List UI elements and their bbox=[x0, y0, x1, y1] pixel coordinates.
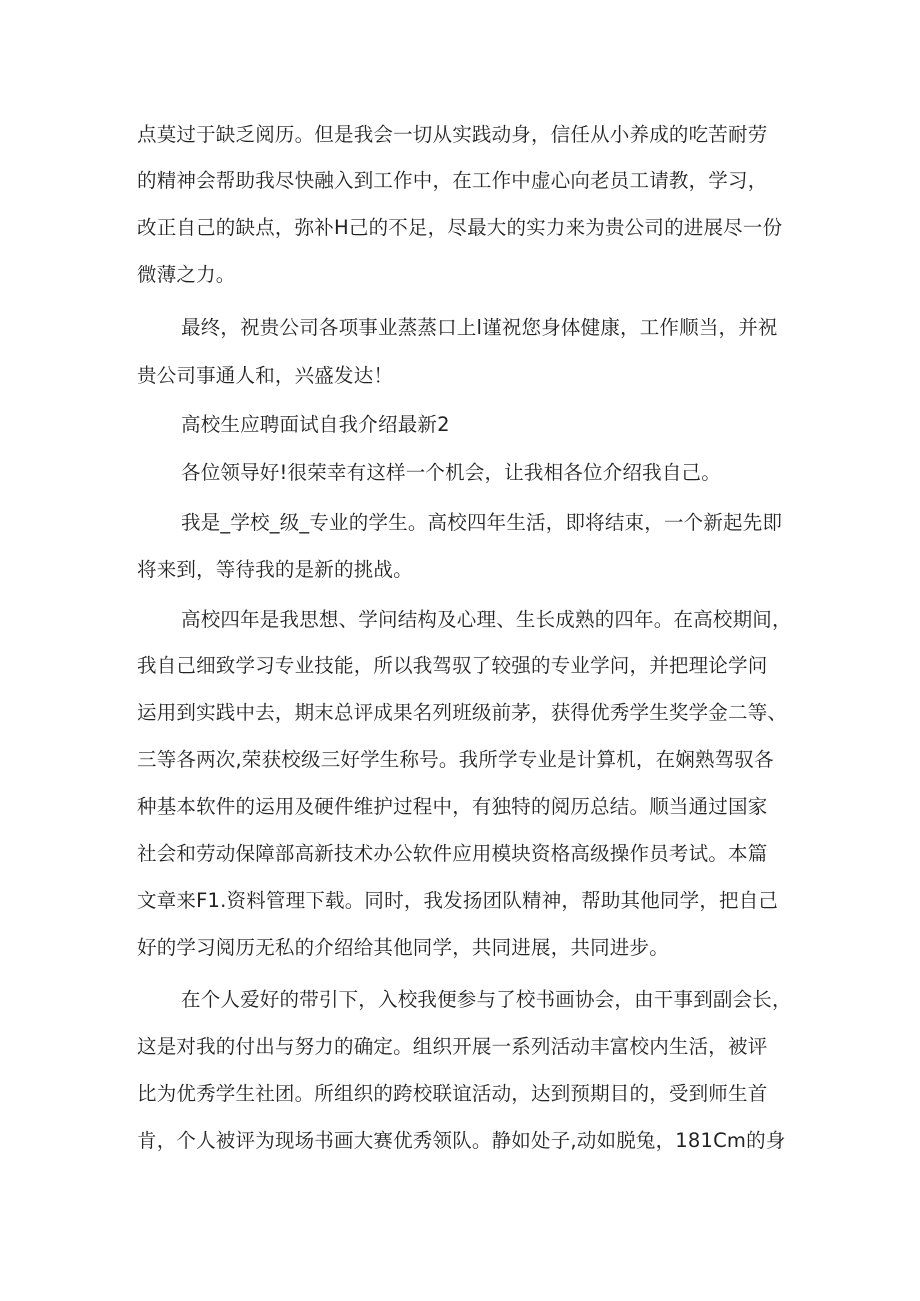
section-heading: 高校生应聘面试自我介绍最新2 bbox=[181, 413, 450, 436]
text-line: 比为优秀学生社团。所组织的跨校联谊活动，达到预期目的，受到师生首 bbox=[137, 1082, 768, 1105]
text-line: 我自己细致学习专业技能，所以我驾驭了较强的专业学问，并把理论学问 bbox=[137, 654, 768, 677]
text-line: 我是_学校_级_专业的学生。高校四年生活，即将结束，一个新起先即 bbox=[181, 511, 783, 534]
text-line: 各位领导好!很荣幸有这样一个机会，让我相各位介绍我自己。 bbox=[181, 461, 721, 484]
text-line: 贵公司事通人和，兴盛发达！ bbox=[137, 364, 394, 387]
text-line: 这是对我的付出与努力的确定。组织开展一系列活动丰富校内生活，被评 bbox=[137, 1035, 768, 1058]
text-line: 最终，祝贵公司各项事业蒸蒸口上l谨祝您身体健康，工作顺当，并祝 bbox=[181, 316, 778, 339]
text-line: 三等各两次,荣获校级三好学生称号。我所学专业是计算机，在娴熟驾驭各 bbox=[137, 748, 774, 771]
text-line: 社会和劳动保障部高新技术办公软件应用模块资格高级操作员考试。本篇 bbox=[137, 842, 768, 865]
text-line: 微薄之力。 bbox=[137, 263, 236, 286]
text-line: 点莫过于缺乏阅历。但是我会一切从实践动身，信任从小养成的吃苦耐劳 bbox=[137, 123, 768, 146]
text-line: 将来到，等待我的是新的挑战。 bbox=[137, 558, 413, 581]
text-line: 高校四年是我思想、学问结构及心理、生长成熟的四年。在高校期间， bbox=[181, 608, 792, 631]
text-line: 在个人爱好的带引下，入校我便参与了校书画协会，由干事到副会长， bbox=[181, 988, 792, 1011]
text-line: 运用到实践中去，期末总评成果名列班级前茅，获得优秀学生奖学金二等、 bbox=[137, 701, 788, 724]
text-line: 好的学习阅历无私的介绍给其他同学，共同进展，共同进步。 bbox=[137, 936, 669, 959]
text-line: 的精神会帮助我尽快融入到工作中，在工作中虚心向老员工请教，学习， bbox=[137, 169, 768, 192]
text-line: 肯，个人被评为现场书画大赛优秀领队。静如处子,动如脱兔，181Cm的身 bbox=[137, 1129, 786, 1152]
text-line: 文章来F1.资料管理下载。同时，我发扬团队精神，帮助其他同学，把自己 bbox=[137, 889, 779, 912]
text-line: 改正自己的缺点，弥补H己的不足，尽最大的实力来为贵公司的进展尽一份 bbox=[137, 216, 783, 239]
text-line: 种基本软件的运用及硬件维护过程中，有独特的阅历总结。顺当通过国家 bbox=[137, 795, 768, 818]
